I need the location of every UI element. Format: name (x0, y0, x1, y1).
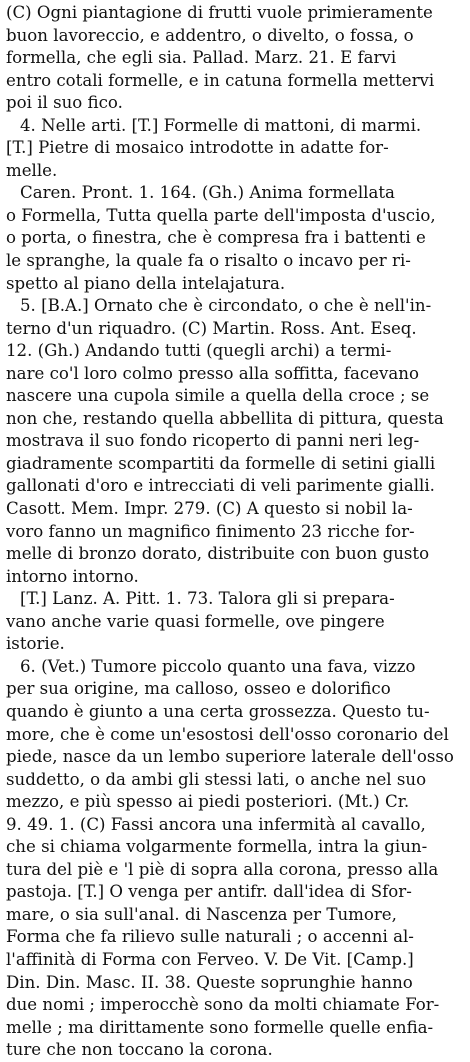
text-line: 4. Nelle arti. [T.] Formelle di mattoni, di marmi. (20, 115, 422, 135)
text-line: giadramente scompartiti da formelle di setini gialli (6, 453, 436, 473)
text-line: gallonati d'oro e intrecciati di veli parimente gialli. (6, 476, 435, 496)
text-line: due nomi ; imperocchè sono da molti chiamate For- (6, 995, 440, 1015)
text-line: [T.] Lanz. A. Pitt. 1. 73. Talora gli si prepara- (20, 589, 395, 609)
text-line: tura del piè e 'l piè di sopra alla corona, presso alla (6, 859, 439, 879)
text-line: 6. (Vet.) Tumore piccolo quanto una fava, vizzo (20, 656, 416, 676)
paragraph-p5 (6, 588, 464, 656)
text-line: che si chiama volgarmente formella, intra la giun- (6, 837, 428, 857)
text-line: ture che non toccano la corona. (6, 1040, 273, 1060)
text-line: Forma che fa rilievo sulle naturali ; o accenni al- (6, 927, 414, 947)
paragraph-p6 (6, 656, 464, 1062)
text-line: (C) Ogni piantagione di frutti vuole primieramente (6, 3, 433, 22)
paragraph-p1 (6, 2, 464, 115)
text-line: [T.] Pietre di mosaico introdotte in adatte for- (6, 138, 389, 158)
text-line: l'affinità di Forma con Ferveo. V. De Vit. [Camp.] (6, 949, 414, 969)
text-line: 9. 49. 1. (C) Fassi ancora una infermità al cavallo, (6, 814, 426, 834)
text-line: piede, nasce da un lembo superiore laterale dell'osso (6, 747, 454, 767)
text-line: entro cotali formelle, e in catuna formella mettervi (6, 70, 435, 90)
text-line: istorie. (6, 634, 65, 654)
text-line: voro fanno un magnifico finimento 23 ricche for- (6, 521, 415, 541)
text-line: Din. Din. Masc. II. 38. Queste soprunghie hanno (6, 972, 413, 992)
text-line: mezzo, e più spesso ai piedi posteriori. (Mt.) Cr. (6, 792, 410, 812)
text-line: melle di bronzo dorato, distribuite con buon gusto (6, 544, 430, 564)
text-line: non che, restando quella abbellita di pittura, questa (6, 408, 444, 428)
text-line: nascere una cupola simile a quella della croce ; se (6, 386, 430, 406)
text-line: per sua origine, ma calloso, osseo e dolorifico (6, 679, 391, 699)
text-line: pastoja. [T.] O venga per antifr. dall'idea di Sfor- (6, 882, 412, 902)
text-line: spetto al piano della intelajatura. (6, 273, 286, 293)
text-line: buon lavoreccio, e addentro, o divelto, o fossa, o (6, 25, 414, 45)
text-line: mostrava il suo fondo ricoperto di panni neri leg- (6, 431, 420, 451)
text-line: nare co'l loro colmo presso alla soffitta, facevano (6, 363, 419, 383)
text-line: o Formella, Tutta quella parte dell'imposta d'uscio, (6, 205, 436, 225)
text-line: suddetto, o da ambi gli stessi lati, o anche nel suo (6, 769, 427, 789)
text-line: 12. (Gh.) Andando tutti (quegli archi) a termi- (6, 341, 392, 361)
paragraph-p2 (6, 115, 464, 183)
text-line: Casott. Mem. Impr. 279. (C) A questo si nobil la- (6, 499, 413, 519)
text-line: melle. (6, 160, 58, 180)
text-line: formella, che egli sia. Pallad. Marz. 21. E farvi (6, 48, 397, 68)
text-line: poi il suo fico. (6, 93, 123, 113)
text-line: intorno intorno. (6, 566, 139, 586)
text-line: Caren. Pront. 1. 164. (Gh.) Anima formellata (20, 183, 395, 203)
text-line: vano anche varie quasi formelle, ove pingere (6, 611, 385, 631)
text-line: more, che è come un'esostosi dell'osso coronario del (6, 724, 449, 744)
text-line: quando è giunto a una certa grossezza. Questo tu- (6, 701, 430, 721)
text-line: 5. [B.A.] Ornato che è circondato, o che è nell'in- (20, 296, 432, 316)
text-line: mare, o sia sull'anal. di Nascenza per Tumore, (6, 904, 397, 924)
text-line: terno d'un riquadro. (C) Martin. Ross. Ant. Eseq. (6, 318, 417, 338)
text-line: melle ; ma dirittamente sono formelle quelle enfia- (6, 1017, 434, 1037)
text-line: o porta, o finestra, che è compresa fra i battenti e (6, 228, 426, 248)
dictionary-entry-text (6, 2, 464, 1062)
paragraph-p3 (6, 182, 464, 295)
text-line: le spranghe, la quale fa o risalto o incavo per ri- (6, 251, 411, 271)
paragraph-p4 (6, 295, 464, 588)
